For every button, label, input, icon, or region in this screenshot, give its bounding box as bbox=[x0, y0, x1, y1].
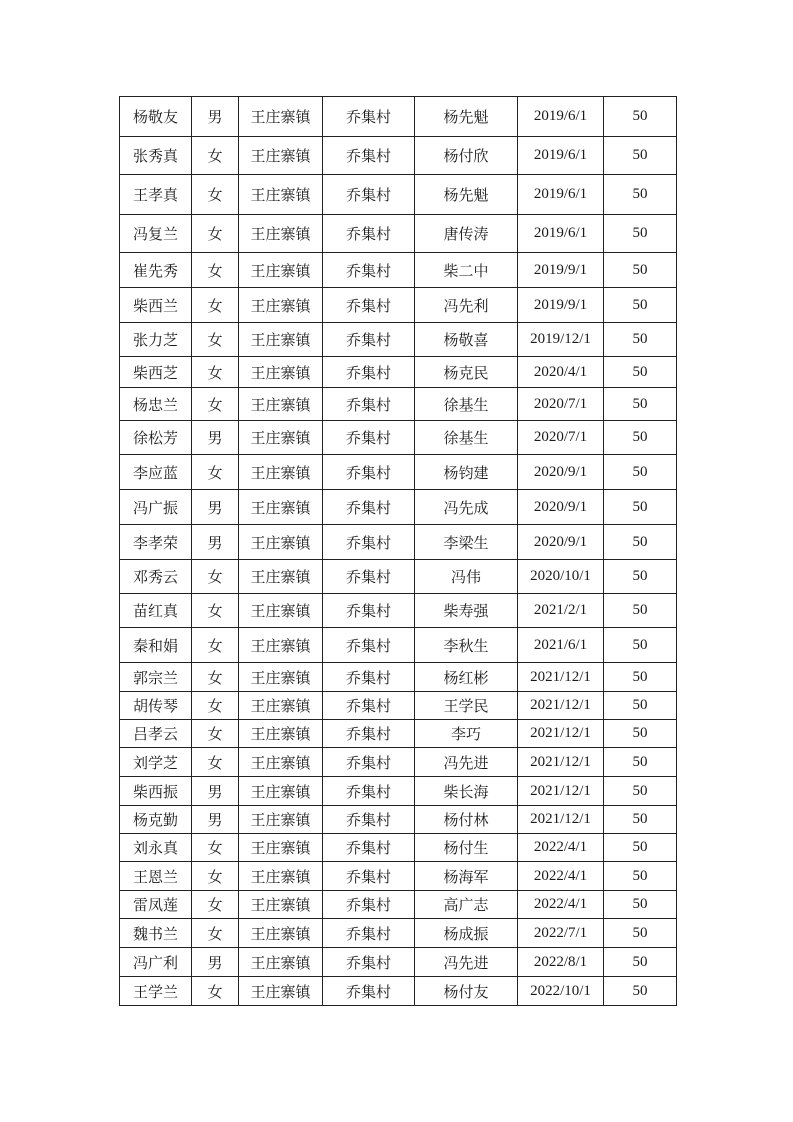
contact-cell: 杨钧建 bbox=[415, 455, 518, 490]
name-cell: 冯复兰 bbox=[120, 215, 192, 253]
date-cell: 2020/7/1 bbox=[518, 421, 604, 455]
table-row bbox=[120, 560, 677, 594]
contact-cell: 杨先魁 bbox=[415, 175, 518, 215]
town-cell: 王庄寨镇 bbox=[239, 357, 323, 388]
village-cell: 乔集村 bbox=[323, 806, 415, 834]
amount-cell: 50 bbox=[604, 253, 677, 288]
table-row bbox=[120, 253, 677, 288]
contact-cell: 李巧 bbox=[415, 720, 518, 748]
amount-cell: 50 bbox=[604, 560, 677, 594]
town-cell: 王庄寨镇 bbox=[239, 594, 323, 628]
date-cell: 2019/6/1 bbox=[518, 97, 604, 137]
date-cell: 2022/4/1 bbox=[518, 834, 604, 862]
name-cell: 杨敬友 bbox=[120, 97, 192, 137]
name-cell: 冯广振 bbox=[120, 490, 192, 525]
table-row bbox=[120, 948, 677, 977]
contact-cell: 杨付生 bbox=[415, 834, 518, 862]
amount-cell: 50 bbox=[604, 388, 677, 421]
name-cell: 张秀真 bbox=[120, 137, 192, 175]
amount-cell: 50 bbox=[604, 777, 677, 806]
gender-cell: 女 bbox=[192, 891, 239, 919]
name-cell: 柴西振 bbox=[120, 777, 192, 806]
village-cell: 乔集村 bbox=[323, 919, 415, 948]
gender-cell: 男 bbox=[192, 777, 239, 806]
amount-cell: 50 bbox=[604, 215, 677, 253]
village-cell: 乔集村 bbox=[323, 490, 415, 525]
name-cell: 崔先秀 bbox=[120, 253, 192, 288]
contact-cell: 李梁生 bbox=[415, 525, 518, 560]
town-cell: 王庄寨镇 bbox=[239, 692, 323, 720]
amount-cell: 50 bbox=[604, 357, 677, 388]
date-cell: 2019/6/1 bbox=[518, 137, 604, 175]
table-row bbox=[120, 490, 677, 525]
amount-cell: 50 bbox=[604, 692, 677, 720]
amount-cell: 50 bbox=[604, 594, 677, 628]
date-cell: 2021/6/1 bbox=[518, 628, 604, 663]
contact-cell: 李秋生 bbox=[415, 628, 518, 663]
table-row bbox=[120, 862, 677, 891]
gender-cell: 女 bbox=[192, 748, 239, 777]
date-cell: 2019/6/1 bbox=[518, 175, 604, 215]
town-cell: 王庄寨镇 bbox=[239, 891, 323, 919]
date-cell: 2020/4/1 bbox=[518, 357, 604, 388]
amount-cell: 50 bbox=[604, 919, 677, 948]
town-cell: 王庄寨镇 bbox=[239, 97, 323, 137]
gender-cell: 女 bbox=[192, 560, 239, 594]
town-cell: 王庄寨镇 bbox=[239, 421, 323, 455]
gender-cell: 女 bbox=[192, 663, 239, 692]
town-cell: 王庄寨镇 bbox=[239, 137, 323, 175]
name-cell: 李孝荣 bbox=[120, 525, 192, 560]
village-cell: 乔集村 bbox=[323, 137, 415, 175]
contact-cell: 高广志 bbox=[415, 891, 518, 919]
gender-cell: 女 bbox=[192, 253, 239, 288]
table-row bbox=[120, 806, 677, 834]
date-cell: 2020/9/1 bbox=[518, 455, 604, 490]
amount-cell: 50 bbox=[604, 720, 677, 748]
amount-cell: 50 bbox=[604, 97, 677, 137]
gender-cell: 女 bbox=[192, 834, 239, 862]
town-cell: 王庄寨镇 bbox=[239, 663, 323, 692]
date-cell: 2019/9/1 bbox=[518, 253, 604, 288]
amount-cell: 50 bbox=[604, 490, 677, 525]
name-cell: 魏书兰 bbox=[120, 919, 192, 948]
contact-cell: 杨付友 bbox=[415, 977, 518, 1006]
amount-cell: 50 bbox=[604, 977, 677, 1006]
name-cell: 吕孝云 bbox=[120, 720, 192, 748]
name-cell: 张力芝 bbox=[120, 323, 192, 357]
town-cell: 王庄寨镇 bbox=[239, 388, 323, 421]
village-cell: 乔集村 bbox=[323, 948, 415, 977]
town-cell: 王庄寨镇 bbox=[239, 490, 323, 525]
name-cell: 杨忠兰 bbox=[120, 388, 192, 421]
gender-cell: 男 bbox=[192, 525, 239, 560]
name-cell: 刘永真 bbox=[120, 834, 192, 862]
date-cell: 2020/9/1 bbox=[518, 490, 604, 525]
town-cell: 王庄寨镇 bbox=[239, 628, 323, 663]
date-cell: 2022/4/1 bbox=[518, 891, 604, 919]
contact-cell: 杨克民 bbox=[415, 357, 518, 388]
village-cell: 乔集村 bbox=[323, 253, 415, 288]
date-cell: 2022/4/1 bbox=[518, 862, 604, 891]
amount-cell: 50 bbox=[604, 421, 677, 455]
date-cell: 2019/9/1 bbox=[518, 288, 604, 323]
contact-cell: 柴二中 bbox=[415, 253, 518, 288]
town-cell: 王庄寨镇 bbox=[239, 253, 323, 288]
village-cell: 乔集村 bbox=[323, 977, 415, 1006]
amount-cell: 50 bbox=[604, 175, 677, 215]
village-cell: 乔集村 bbox=[323, 288, 415, 323]
village-cell: 乔集村 bbox=[323, 525, 415, 560]
gender-cell: 女 bbox=[192, 388, 239, 421]
gender-cell: 女 bbox=[192, 977, 239, 1006]
table-row bbox=[120, 357, 677, 388]
contact-cell: 杨付林 bbox=[415, 806, 518, 834]
table-row bbox=[120, 421, 677, 455]
date-cell: 2021/2/1 bbox=[518, 594, 604, 628]
contact-cell: 冯先利 bbox=[415, 288, 518, 323]
gender-cell: 男 bbox=[192, 948, 239, 977]
village-cell: 乔集村 bbox=[323, 388, 415, 421]
gender-cell: 女 bbox=[192, 628, 239, 663]
town-cell: 王庄寨镇 bbox=[239, 720, 323, 748]
name-cell: 王恩兰 bbox=[120, 862, 192, 891]
village-cell: 乔集村 bbox=[323, 455, 415, 490]
date-cell: 2019/6/1 bbox=[518, 215, 604, 253]
contact-cell: 徐基生 bbox=[415, 421, 518, 455]
town-cell: 王庄寨镇 bbox=[239, 806, 323, 834]
table-row bbox=[120, 663, 677, 692]
village-cell: 乔集村 bbox=[323, 628, 415, 663]
town-cell: 王庄寨镇 bbox=[239, 288, 323, 323]
village-cell: 乔集村 bbox=[323, 777, 415, 806]
contact-cell: 冯先进 bbox=[415, 948, 518, 977]
name-cell: 王学兰 bbox=[120, 977, 192, 1006]
gender-cell: 女 bbox=[192, 692, 239, 720]
name-cell: 柴西芝 bbox=[120, 357, 192, 388]
village-cell: 乔集村 bbox=[323, 175, 415, 215]
village-cell: 乔集村 bbox=[323, 323, 415, 357]
town-cell: 王庄寨镇 bbox=[239, 455, 323, 490]
table-row bbox=[120, 97, 677, 137]
gender-cell: 女 bbox=[192, 323, 239, 357]
town-cell: 王庄寨镇 bbox=[239, 175, 323, 215]
village-cell: 乔集村 bbox=[323, 862, 415, 891]
gender-cell: 女 bbox=[192, 455, 239, 490]
town-cell: 王庄寨镇 bbox=[239, 323, 323, 357]
town-cell: 王庄寨镇 bbox=[239, 525, 323, 560]
amount-cell: 50 bbox=[604, 834, 677, 862]
name-cell: 王孝真 bbox=[120, 175, 192, 215]
gender-cell: 女 bbox=[192, 288, 239, 323]
town-cell: 王庄寨镇 bbox=[239, 862, 323, 891]
amount-cell: 50 bbox=[604, 948, 677, 977]
contact-cell: 冯伟 bbox=[415, 560, 518, 594]
amount-cell: 50 bbox=[604, 862, 677, 891]
date-cell: 2021/12/1 bbox=[518, 663, 604, 692]
name-cell: 雷凤莲 bbox=[120, 891, 192, 919]
table-row bbox=[120, 455, 677, 490]
name-cell: 李应蓝 bbox=[120, 455, 192, 490]
gender-cell: 女 bbox=[192, 357, 239, 388]
village-cell: 乔集村 bbox=[323, 421, 415, 455]
gender-cell: 女 bbox=[192, 720, 239, 748]
records-table-body bbox=[120, 97, 677, 1006]
contact-cell: 杨成振 bbox=[415, 919, 518, 948]
name-cell: 柴西兰 bbox=[120, 288, 192, 323]
gender-cell: 男 bbox=[192, 490, 239, 525]
town-cell: 王庄寨镇 bbox=[239, 919, 323, 948]
amount-cell: 50 bbox=[604, 525, 677, 560]
table-row bbox=[120, 919, 677, 948]
table-row bbox=[120, 137, 677, 175]
amount-cell: 50 bbox=[604, 323, 677, 357]
amount-cell: 50 bbox=[604, 137, 677, 175]
name-cell: 冯广利 bbox=[120, 948, 192, 977]
name-cell: 胡传琴 bbox=[120, 692, 192, 720]
gender-cell: 男 bbox=[192, 97, 239, 137]
amount-cell: 50 bbox=[604, 628, 677, 663]
town-cell: 王庄寨镇 bbox=[239, 948, 323, 977]
amount-cell: 50 bbox=[604, 891, 677, 919]
village-cell: 乔集村 bbox=[323, 720, 415, 748]
gender-cell: 女 bbox=[192, 215, 239, 253]
contact-cell: 唐传涛 bbox=[415, 215, 518, 253]
town-cell: 王庄寨镇 bbox=[239, 215, 323, 253]
gender-cell: 女 bbox=[192, 919, 239, 948]
contact-cell: 柴长海 bbox=[415, 777, 518, 806]
name-cell: 苗红真 bbox=[120, 594, 192, 628]
table-row bbox=[120, 175, 677, 215]
table-row bbox=[120, 977, 677, 1006]
contact-cell: 冯先成 bbox=[415, 490, 518, 525]
date-cell: 2021/12/1 bbox=[518, 806, 604, 834]
village-cell: 乔集村 bbox=[323, 560, 415, 594]
contact-cell: 王学民 bbox=[415, 692, 518, 720]
town-cell: 王庄寨镇 bbox=[239, 977, 323, 1006]
date-cell: 2022/8/1 bbox=[518, 948, 604, 977]
town-cell: 王庄寨镇 bbox=[239, 834, 323, 862]
village-cell: 乔集村 bbox=[323, 215, 415, 253]
date-cell: 2020/7/1 bbox=[518, 388, 604, 421]
name-cell: 邓秀云 bbox=[120, 560, 192, 594]
gender-cell: 女 bbox=[192, 594, 239, 628]
village-cell: 乔集村 bbox=[323, 663, 415, 692]
records-table bbox=[119, 96, 677, 1006]
name-cell: 徐松芳 bbox=[120, 421, 192, 455]
village-cell: 乔集村 bbox=[323, 891, 415, 919]
date-cell: 2022/10/1 bbox=[518, 977, 604, 1006]
contact-cell: 杨海军 bbox=[415, 862, 518, 891]
gender-cell: 男 bbox=[192, 806, 239, 834]
name-cell: 刘学芝 bbox=[120, 748, 192, 777]
table-row bbox=[120, 594, 677, 628]
table-row bbox=[120, 323, 677, 357]
village-cell: 乔集村 bbox=[323, 97, 415, 137]
contact-cell: 柴寿强 bbox=[415, 594, 518, 628]
town-cell: 王庄寨镇 bbox=[239, 748, 323, 777]
amount-cell: 50 bbox=[604, 806, 677, 834]
contact-cell: 冯先进 bbox=[415, 748, 518, 777]
table-row bbox=[120, 628, 677, 663]
contact-cell: 杨先魁 bbox=[415, 97, 518, 137]
amount-cell: 50 bbox=[604, 663, 677, 692]
contact-cell: 徐基生 bbox=[415, 388, 518, 421]
table-row bbox=[120, 720, 677, 748]
date-cell: 2021/12/1 bbox=[518, 748, 604, 777]
town-cell: 王庄寨镇 bbox=[239, 560, 323, 594]
date-cell: 2022/7/1 bbox=[518, 919, 604, 948]
table-row bbox=[120, 288, 677, 323]
date-cell: 2021/12/1 bbox=[518, 692, 604, 720]
name-cell: 杨克勤 bbox=[120, 806, 192, 834]
village-cell: 乔集村 bbox=[323, 748, 415, 777]
date-cell: 2021/12/1 bbox=[518, 777, 604, 806]
gender-cell: 男 bbox=[192, 421, 239, 455]
village-cell: 乔集村 bbox=[323, 834, 415, 862]
table-row bbox=[120, 692, 677, 720]
amount-cell: 50 bbox=[604, 748, 677, 777]
date-cell: 2020/9/1 bbox=[518, 525, 604, 560]
date-cell: 2020/10/1 bbox=[518, 560, 604, 594]
contact-cell: 杨敬喜 bbox=[415, 323, 518, 357]
table-row bbox=[120, 834, 677, 862]
gender-cell: 女 bbox=[192, 862, 239, 891]
table-row bbox=[120, 388, 677, 421]
table-row bbox=[120, 215, 677, 253]
date-cell: 2019/12/1 bbox=[518, 323, 604, 357]
name-cell: 秦和娟 bbox=[120, 628, 192, 663]
table-row bbox=[120, 891, 677, 919]
name-cell: 郭宗兰 bbox=[120, 663, 192, 692]
contact-cell: 杨红彬 bbox=[415, 663, 518, 692]
amount-cell: 50 bbox=[604, 455, 677, 490]
table-row bbox=[120, 525, 677, 560]
gender-cell: 女 bbox=[192, 175, 239, 215]
table-row bbox=[120, 748, 677, 777]
date-cell: 2021/12/1 bbox=[518, 720, 604, 748]
table-row bbox=[120, 777, 677, 806]
town-cell: 王庄寨镇 bbox=[239, 777, 323, 806]
village-cell: 乔集村 bbox=[323, 594, 415, 628]
village-cell: 乔集村 bbox=[323, 692, 415, 720]
amount-cell: 50 bbox=[604, 288, 677, 323]
contact-cell: 杨付欣 bbox=[415, 137, 518, 175]
village-cell: 乔集村 bbox=[323, 357, 415, 388]
gender-cell: 女 bbox=[192, 137, 239, 175]
